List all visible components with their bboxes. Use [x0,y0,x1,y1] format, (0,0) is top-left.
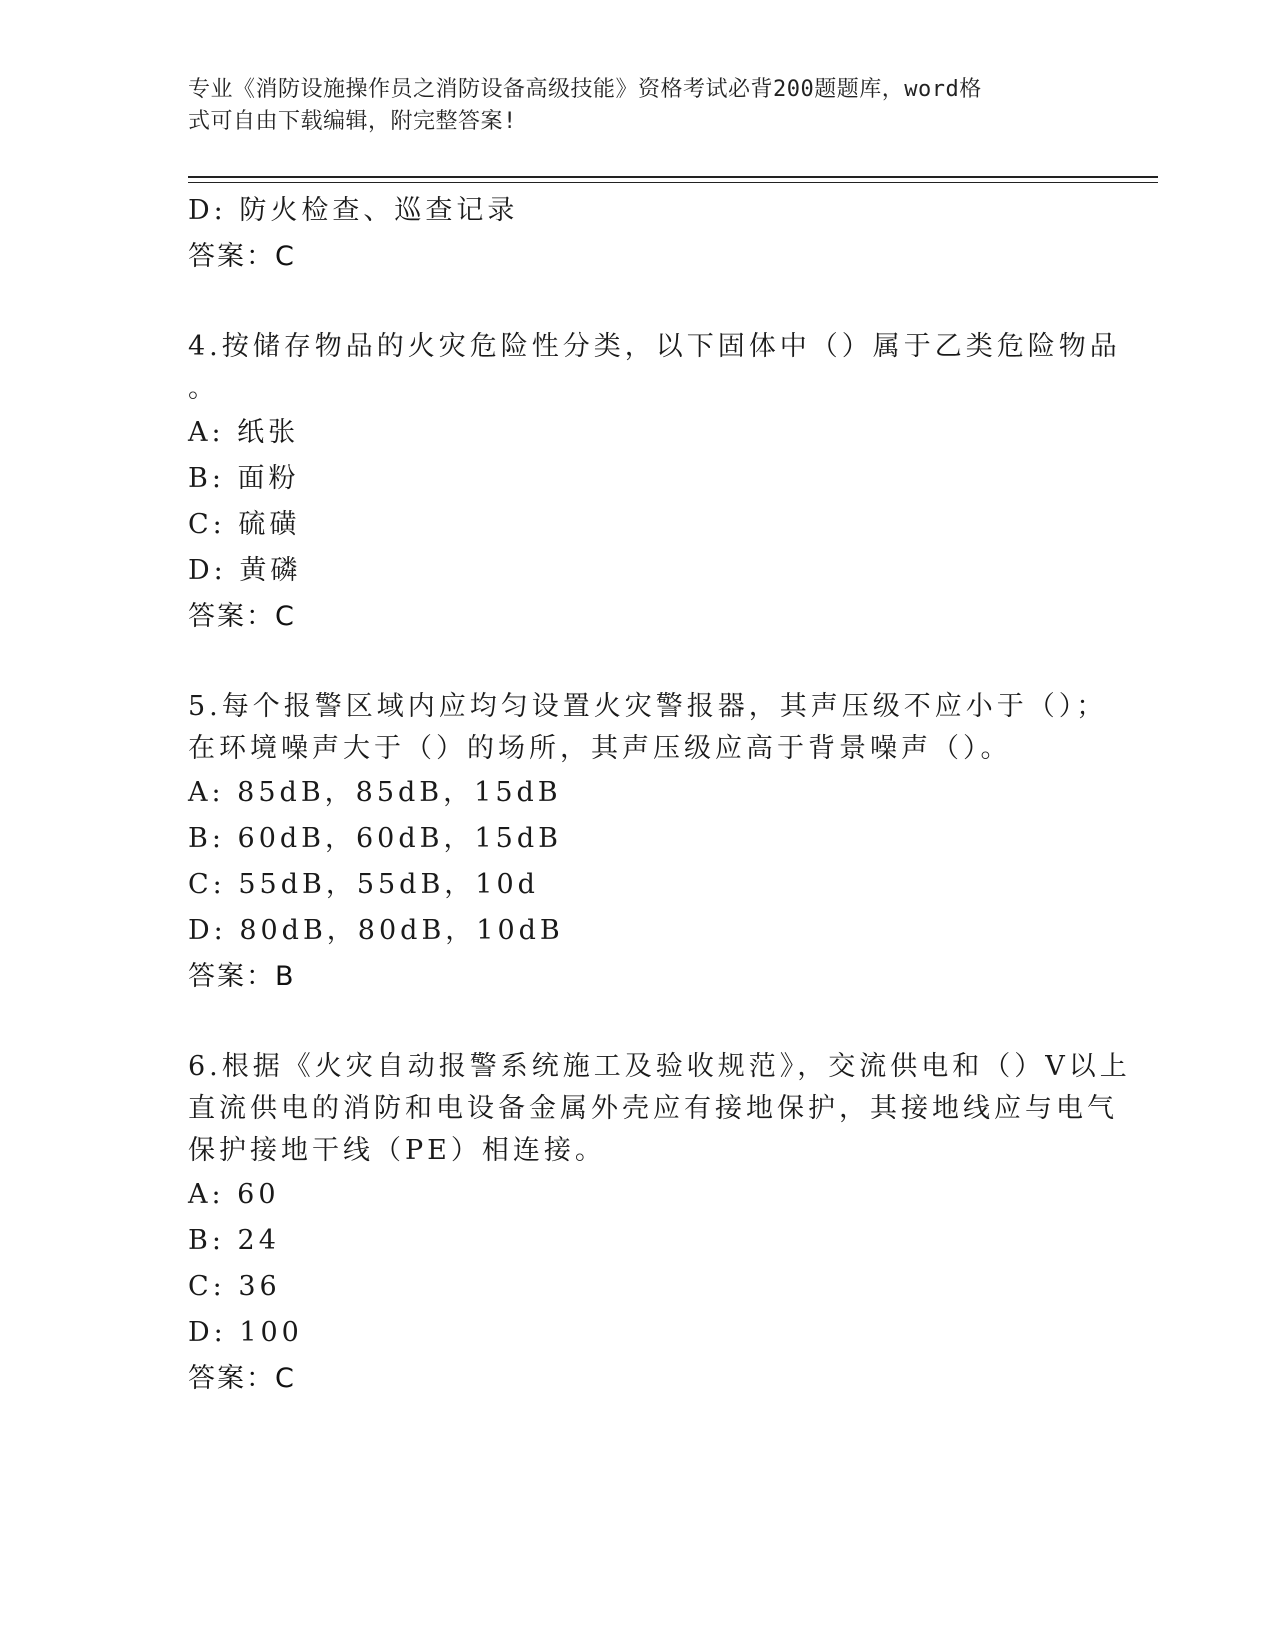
answer-line: 答案：B [188,961,296,992]
stem-line: 5.每个报警区域内应均匀设置火灾警报器，其声压级不应小于（）； [188,691,1108,722]
option-d: D: 黄磷 [188,555,302,586]
option-a: A: 85dB，85dB，15dB [188,777,562,808]
question-stem [188,686,1108,770]
option-b: B: 24 [188,1225,280,1256]
option-d: D: 防火检查、巡查记录 [188,195,519,226]
stem-line: 直流供电的消防和电设备金属外壳应有接地保护，其接地线应与电气 [188,1093,1118,1124]
question-5 [188,686,1108,1000]
header-line-1: 专业《消防设施操作员之消防设备高级技能》资格考试必背200题题库，word格 [188,77,982,102]
stem-line: 在环境噪声大于（）的场所，其声压级应高于背景噪声（）。 [188,733,1012,764]
option-d: D: 100 [188,1317,303,1348]
option-a: A: 纸张 [188,417,300,448]
option-c: C: 硫磺 [188,509,301,540]
stem-line: 保护接地干线（PE）相连接。 [188,1135,606,1166]
option-b: B: 60dB，60dB，15dB [188,823,562,854]
answer-line: 答案：C [188,241,296,272]
option-d: D: 80dB，80dB，10dB [188,915,564,946]
option-b: B: 面粉 [188,463,300,494]
prev-question-tail [188,188,1088,280]
answer-line: 答案：C [188,1363,296,1394]
document-body [188,188,1131,1402]
question-stem [188,1046,1131,1172]
question-6 [188,1046,1131,1402]
header-line-2: 式可自由下载编辑，附完整答案! [188,109,517,134]
answer-line: 答案：C [188,601,296,632]
header-rule-thin [188,182,1158,183]
stem-line: 6.根据《火灾自动报警系统施工及验收规范》，交流供电和（）V以上 [188,1051,1131,1082]
option-a: A: 60 [188,1179,280,1210]
stem-line: 4.按储存物品的火灾危险性分类，以下固体中（）属于乙类危险物品 [188,331,1121,362]
option-c: C: 55dB，55dB，10d [188,869,539,900]
question-stem [188,326,1121,410]
header-rule-thick [188,176,1158,178]
page-header [188,74,1088,138]
stem-line: 。 [188,373,219,404]
question-4 [188,326,1121,640]
option-c: C: 36 [188,1271,281,1302]
